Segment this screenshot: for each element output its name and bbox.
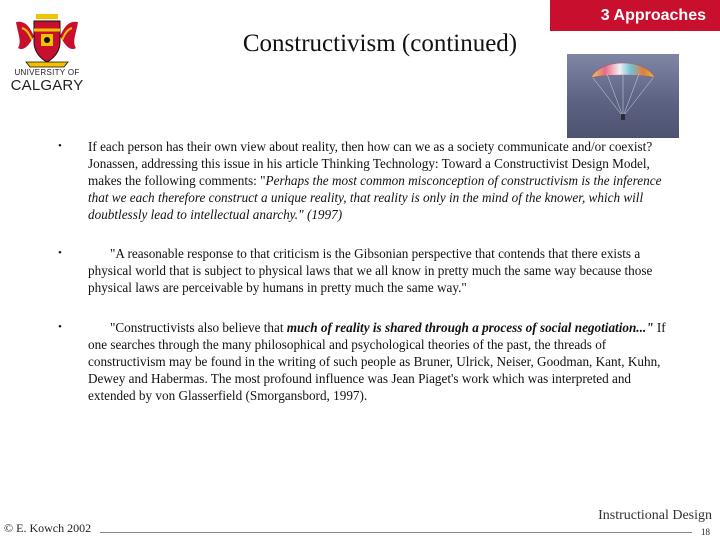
- bullet-icon: •: [58, 321, 62, 333]
- university-logo: [8, 14, 86, 94]
- logo-university-of: UNIVERSITY OF: [14, 68, 80, 77]
- page-number: 18: [701, 527, 710, 537]
- paragraph-2: [58, 245, 678, 296]
- paragraph-1-text: If each person has their own view about reality, then how can we as a society communicate and/or coexist? Jonassen, addressing this issue in his article Thinking Technology: Toward a Constructivist Design Model, makes the following comments: ": [88, 139, 653, 188]
- section-tab-label: 3 Approaches: [600, 6, 706, 24]
- paragraph-1: [58, 138, 678, 223]
- paragraph-1-quote: Perhaps the most common misconception of constructivism is the inference that we each therefore construct a unique reality, that reality is only in the mind of the knower, which will doubtlessly lead to intellectual anarchy." (1997): [88, 173, 662, 222]
- crest-icon: [8, 14, 86, 70]
- parasail-photo: [567, 54, 679, 138]
- section-tab: [550, 0, 720, 31]
- paragraph-3: [58, 319, 678, 404]
- paragraph-3-rest: If one searches through the many philosophical and psychological theories of the past, the threads of constructivism may be found in the writing of such people as Bruner, Ulrick, Neiser, Goodman, Kant, Kuhn, Dewey and Habermas. The most profound influence was Jean Piaget's work which was interpreted and extended by von Glasserfield (Smorgansbord, 1997).: [88, 320, 666, 403]
- bullet-icon: •: [58, 140, 62, 152]
- paragraph-2-text: "A reasonable response to that criticism is the Gibsonian perspective that contends that there exists a physical world that is subject to physical laws that we all know in pretty much the same way because those physical laws are perceivable by humans in pretty much the same way.": [88, 246, 653, 295]
- paragraph-3-emphasis: much of reality is shared through a process of social negotiation...": [286, 320, 654, 335]
- footer-course: Instructional Design: [598, 508, 712, 523]
- slide-content: [58, 138, 678, 404]
- slide-title: Constructivism (continued): [242, 30, 518, 57]
- parasail-image: [567, 54, 679, 138]
- bullet-icon: •: [58, 247, 62, 259]
- logo-calgary: CALGARY: [10, 77, 84, 94]
- paragraph-3-lead: "Constructivists also believe that: [110, 320, 287, 335]
- footer-divider: [100, 532, 692, 533]
- footer-author: © E. Kowch 2002: [4, 521, 92, 535]
